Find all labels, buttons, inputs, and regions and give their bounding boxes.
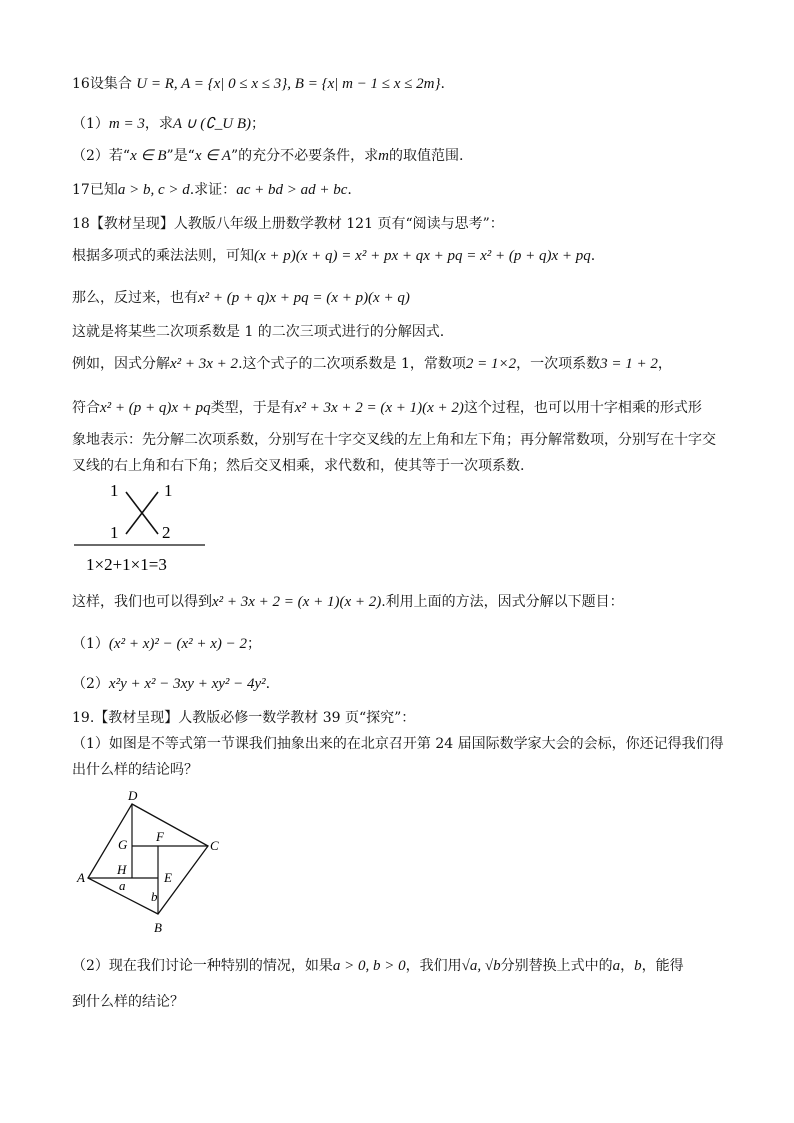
q18-line2 (72, 288, 410, 308)
q19-part2-line2: 到什么样的结论？ (72, 994, 184, 1010)
q18-line5-b: 类型，于是有 (210, 400, 295, 416)
q16-part2-label: （2） (72, 148, 109, 164)
q19-part2-e: ，能得 (641, 958, 684, 974)
q18-line8-a: 这样，我们也可以得到 (72, 594, 212, 610)
q18-line5-m1: x² + (p + q)x + pq (100, 400, 211, 416)
q19-part2-m3: a (612, 958, 621, 974)
q16-part1-end: ； (251, 116, 266, 132)
q18-line4-a: 例如，因式分解 (72, 356, 170, 372)
q16-stem-math: U = R, A = {x| 0 ≤ x ≤ 3}, B = {x| m − 1 ≤ x ≤ 2m} (136, 76, 441, 92)
q19-part2-a: （2）现在我们讨论一种特别的情况，如果 (72, 958, 333, 974)
q18-stem (72, 214, 504, 234)
q19-part1-line2: 出什么样的结论吗？ (72, 762, 198, 778)
q19-part2-d: ， (620, 958, 635, 974)
cross-bottom-left: 1 (110, 523, 119, 542)
q17-number: 17 (72, 182, 90, 198)
cross-bottom-right: 2 (162, 523, 171, 542)
q19-part1-line1: （1）如图是不等式第一节课我们抽象出来的在北京召开第 24 届国际数学家大会的会标，你还记得我们得 (72, 736, 724, 752)
q18-part1-math: (x² + x)² − (x² + x) − 2 (108, 636, 248, 652)
q18-line4-m3: 3 = 1 + 2 (600, 356, 658, 372)
q18-number: 18 (72, 216, 90, 232)
q17-math-a: a > b, c > d (117, 182, 190, 198)
q17-end: . (347, 182, 352, 198)
q17-text-b: .求证： (189, 182, 237, 198)
outer-square (88, 804, 208, 914)
q18-part1 (72, 634, 261, 654)
q16-part2-text-c: ”的充分不必要条件，求 (230, 148, 379, 164)
label-F: F (156, 829, 164, 844)
q18-line8 (72, 592, 624, 612)
q19-tag: 【教材呈现】 (94, 710, 179, 726)
q18-line6: 象地表示：先分解二次项系数，分别写在十字交叉线的左上角和左下角；再分解常数项，分别写在十字交 (72, 432, 716, 448)
q18-line5-c: 这个过程，也可以用十字相乘的形式形 (463, 400, 702, 416)
q16-part2-text-d: 的取值范围. (388, 148, 464, 164)
q16-part1-text: ，求 (144, 116, 173, 132)
label-D: D (128, 788, 138, 803)
q18-line4-m2: 2 = 1×2 (465, 356, 517, 372)
q19-part2-m1: a > 0, b > 0 (332, 958, 406, 974)
cross-multiplication-diagram (72, 478, 207, 578)
q18-line1-text: 根据多项式的乘法法则，可知 (72, 248, 254, 264)
q17-text-a: 已知 (89, 182, 118, 198)
q16-stem-end: . (440, 76, 445, 92)
q17-stem (72, 180, 352, 200)
q18-line2-math: x² + (p + q)x + pq = (x + p)(x + q) (198, 290, 410, 306)
q18-line8-math: x² + 3x + 2 = (x + 1)(x + 2) (212, 594, 382, 610)
congress-emblem-figure (72, 786, 232, 936)
q16-number: 16 (72, 76, 90, 92)
label-b: b (151, 889, 158, 904)
q19-stem (72, 708, 415, 728)
cross-top-right: 1 (164, 481, 173, 500)
q18-line1-math: (x + p)(x + q) = x² + px + qx + pq = x² + (p + q)x + pq (254, 248, 591, 264)
q16-stem (72, 74, 445, 94)
q19-part2-b: ，我们用 (405, 958, 462, 974)
q18-part2-label: （2） (72, 676, 109, 692)
q18-intro: 人教版八年级上册数学教材 121 页有“阅读与思考”： (173, 216, 504, 232)
q18-part2 (72, 674, 270, 694)
q18-line8-b: .利用上面的方法，因式分解以下题目： (381, 594, 624, 610)
q16-part2-text-b: ”是“ (166, 148, 195, 164)
q16-part2-math-c: m (378, 148, 389, 164)
q18-part1-label: （1） (72, 636, 109, 652)
q19-number: 19. (72, 710, 95, 726)
q18-line4-m1: x² + 3x + 2 (170, 356, 239, 372)
q18-line2-text: 那么，反过来，也有 (72, 290, 198, 306)
q19-intro: 人教版必修一数学教材 39 页“探究”： (178, 710, 416, 726)
label-A: A (77, 870, 85, 885)
q18-part2-end: . (265, 676, 271, 692)
q18-line1-end: . (590, 248, 596, 264)
label-G: G (118, 837, 128, 852)
label-C: C (210, 838, 219, 853)
q16-part2-math-b: x ∈ A (194, 148, 231, 164)
label-B: B (154, 920, 162, 935)
q18-line5-m2: x² + 3x + 2 = (x + 1)(x + 2) (294, 400, 464, 416)
label-a: a (119, 878, 126, 893)
q16-part2 (72, 146, 463, 166)
q18-line4-b: .这个式子的二次项系数是 1，常数项 (238, 356, 466, 372)
q18-line1 (72, 246, 595, 266)
q18-line5 (72, 398, 702, 418)
q17-math-b: ac + bd > ad + bc (236, 182, 348, 198)
q19-part2-m2: √a, √b (461, 958, 501, 974)
q19-part2-c: 分别替换上式中的 (500, 958, 613, 974)
q16-stem-text: 设集合 (89, 76, 132, 92)
q16-part2-text-a: 若“ (108, 148, 131, 164)
q18-line4-d: ， (657, 356, 672, 372)
q16-part2-math-a: x ∈ B (130, 148, 167, 164)
q16-part1-math: m = 3 (108, 116, 145, 132)
label-E: E (164, 870, 172, 885)
q16-part1-math2: A ∪ (∁_U B) (172, 116, 252, 132)
label-H: H (117, 862, 127, 877)
q19-part2-m4: b (634, 958, 642, 974)
cross-top-left: 1 (110, 481, 119, 500)
q16-part1 (72, 114, 265, 134)
q18-line7: 叉线的右上角和右下角；然后交叉相乘，求代数和，使其等于一次项系数. (72, 458, 525, 474)
q18-part1-end: ； (247, 636, 262, 652)
q18-line3: 这就是将某些二次项系数是 1 的二次三项式进行的分解因式. (72, 324, 445, 340)
q16-part1-label: （1） (72, 116, 109, 132)
q18-line4-c: ，一次项系数 (516, 356, 601, 372)
cross-result: 1×2+1×1=3 (86, 555, 167, 574)
q18-line4 (72, 354, 672, 374)
q19-part2-line1 (72, 956, 684, 976)
q18-tag: 【教材呈现】 (89, 216, 174, 232)
q18-part2-math: x²y + x² − 3xy + xy² − 4y² (108, 676, 266, 692)
q18-line5-a: 符合 (72, 400, 100, 416)
